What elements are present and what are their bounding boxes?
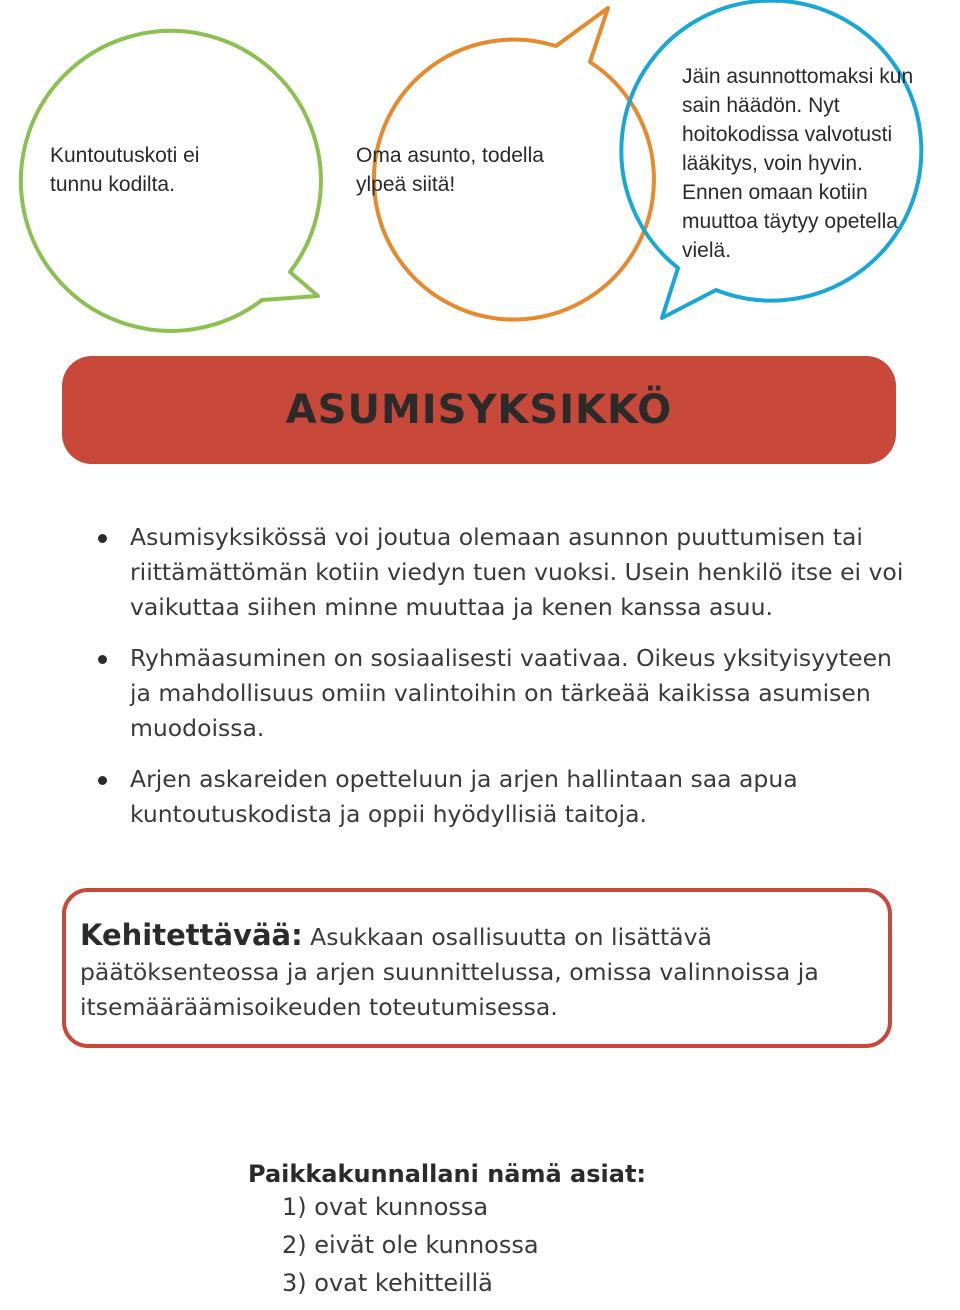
development-label: Kehitettävää: [80, 918, 303, 952]
bullet-icon [98, 776, 107, 785]
section-title: ASUMISYKSIKKÖ [285, 387, 673, 433]
local-status-block [248, 1160, 646, 1304]
bubble-text-blue: Jäin asunnottomaksi kun sain häädön. Nyt hoitokodissa valvotusti lääkitys, voin hyvin. Ennen omaan kotiin muuttoa täytyy opetella vielä. [682, 65, 914, 262]
bullet-item [98, 641, 908, 746]
bullet-text: Ryhmäasuminen on sosiaalisesti vaativaa. Oikeus yksityisyyteen ja mahdollisuus omiin valintoihin on tärkeää kaikissa asumisen muodoissa. [130, 644, 892, 742]
local-status-option: 2) eivät ole kunnossa [282, 1231, 539, 1259]
section-banner [62, 356, 896, 464]
local-status-option: 1) ovat kunnossa [282, 1193, 489, 1221]
bullet-item [98, 520, 908, 625]
development-box [62, 888, 892, 1048]
bullet-text: Arjen askareiden opetteluun ja arjen hallintaan saa apua kuntoutuskodista ja oppii hyödyllisiä taitoja. [130, 765, 798, 828]
bullet-list [98, 520, 908, 848]
bullet-icon [98, 534, 107, 543]
local-status-title: Paikkakunnallani nämä asiat: [248, 1160, 647, 1188]
development-text: Asukkaan osallisuutta on lisättävä päätöksenteossa ja arjen suunnittelussa, omissa valinnoissa ja itsemääräämisoikeuden toteutumisessa. [80, 923, 819, 1021]
bullet-text: Asumisyksikössä voi joutua olemaan asunnon puuttumisen tai riittämättömän kotiin viedyn tuen vuoksi. Usein henkilö itse ei voi vaikuttaa siihen minne muuttaa ja kenen kanssa asuu. [130, 523, 904, 621]
bubble-text-orange: Oma asunto, todella ylpeä siitä! [356, 144, 544, 196]
bullet-icon [98, 655, 107, 664]
local-status-options [248, 1190, 646, 1300]
bubble-text-green: Kuntoutuskoti ei tunnu kodilta. [50, 144, 200, 196]
bullet-item [98, 762, 908, 832]
local-status-option: 3) ovat kehitteillä [282, 1269, 493, 1297]
